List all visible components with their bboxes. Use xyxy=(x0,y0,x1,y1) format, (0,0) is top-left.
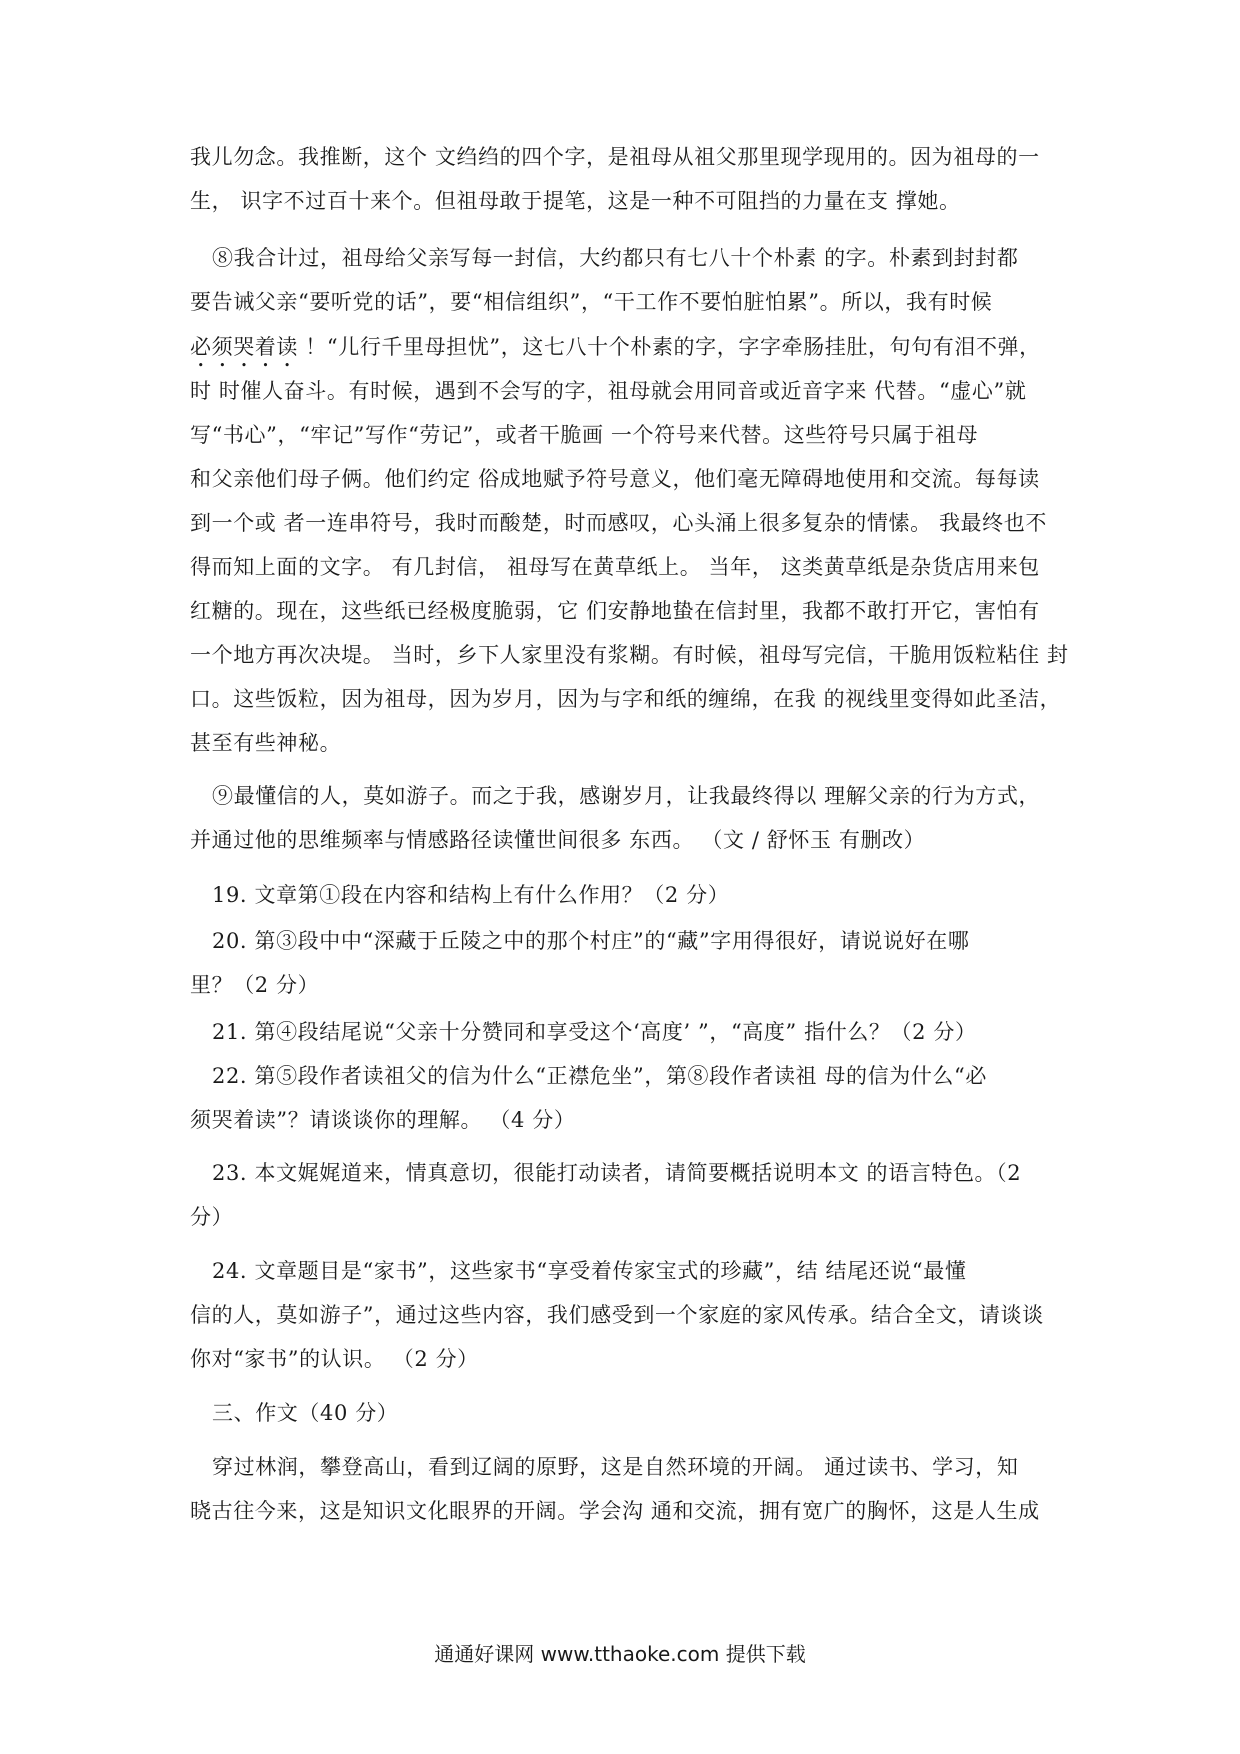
footer-source: 通通好课网 www.tthaoke.com 提供下载 xyxy=(434,1642,806,1666)
text-line: 信的人，莫如游子”，通过这些内容，我们感受到一个家庭的家风传承。结合全文，请谈谈 xyxy=(190,1303,1044,1327)
text-line: 一个地方再次决堤。 当时，乡下人家里没有浆糊。有时候，祖母写完信，干脆用饭粒粘住 封 xyxy=(190,643,1069,667)
question-21: 21. 第④段结尾说“父亲十分赞同和享受这个‘高度’ ”，“高度” 指什么？（2 分） xyxy=(212,1020,977,1044)
text-line: 写“书心”，“牢记”写作“劳记”，或者干脆画 一个符号来代替。这些符号只属于祖母 xyxy=(190,423,979,447)
text-line: 分） xyxy=(190,1205,234,1229)
text-line: 晓古往今来，这是知识文化眼界的开阔。学会沟 通和交流，拥有宽广的胸怀，这是人生成 xyxy=(190,1499,1040,1523)
text-line: ⑧我合计过，祖母给父亲写每一封信，大约都只有七八十个朴素 的字。朴素到封封都 xyxy=(212,246,1019,270)
text-line: 生， 识字不过百十来个。但祖母敢于提笔，这是一种不可阻挡的力量在支 撑她。 xyxy=(190,189,961,213)
text-line: 到一个或 者一连串符号，我时而酸楚，时而感叹，心头涌上很多复杂的情愫。 我最终也不 xyxy=(190,511,1047,535)
text-line: ⑨最懂信的人，莫如游子。而之于我，感谢岁月，让我最终得以 理解父亲的行为方式， xyxy=(212,784,1041,808)
text-line: 里？（2 分） xyxy=(190,973,320,997)
question-24: 24. 文章题目是“家书”，这些家书“享受着传家宝式的珍藏”，结 结尾还说“最懂 xyxy=(212,1259,967,1283)
question-19: 19. 文章第①段在内容和结构上有什么作用？（2 分） xyxy=(212,883,730,907)
text-line: 和父亲他们母子俩。他们约定 俗成地赋予符号意义，他们毫无障碍地使用和交流。每每读 xyxy=(190,467,1040,491)
question-23: 23. 本文娓娓道来，情真意切，很能打动读者，请简要概括说明本文 的语言特色。（2 xyxy=(212,1161,1022,1185)
emphasized-phrase: 必须哭着读 xyxy=(190,335,298,359)
text-line: 时 时催人奋斗。有时候，遇到不会写的字，祖母就会用同音或近音字来 代替。“虚心”就 xyxy=(190,379,1027,403)
text-line: 须哭着读”？请谈谈你的理解。 （4 分） xyxy=(190,1108,576,1132)
text-line xyxy=(190,332,1050,372)
text-line: 红糖的。现在，这些纸已经极度脆弱，它 们安静地蛰在信封里，我都不敢打开它，害怕有 xyxy=(190,599,1040,623)
text-line: 你对“家书”的认识。 （2 分） xyxy=(190,1347,479,1371)
text-line: 甚至有些神秘。 xyxy=(190,731,342,755)
text-line: 我儿勿念。我推断，这个 文绉绉的四个字，是祖母从祖父那里现学现用的。因为祖母的一 xyxy=(190,145,1040,169)
section-heading: 三、作文（40 分） xyxy=(212,1401,399,1425)
text-line: 穿过林润，攀登高山，看到辽阔的原野，这是自然环境的开阔。 通过读书、学习，知 xyxy=(212,1455,1019,1479)
question-20: 20. 第③段中中“深藏于丘陵之中的那个村庄”的“藏”字用得很好，请说说好在哪 xyxy=(212,929,970,953)
text-line-rest: ！“儿行千里母担忧”，这七八十个朴素的字，字字牵肠挂肚，句句有泪不弹， xyxy=(305,335,1041,359)
text-line: 得而知上面的文字。 有几封信， 祖母写在黄草纸上。 当年， 这类黄草纸是杂货店用来包 xyxy=(190,555,1040,579)
text-line: 要告诫父亲“要听党的话”，要“相信组织”，“干工作不要怕脏怕累”。所以，我有时候 xyxy=(190,290,993,314)
question-22: 22. 第⑤段作者读祖父的信为什么“正襟危坐”，第⑧段作者读祖 母的信为什么“必 xyxy=(212,1064,987,1088)
text-line: 并通过他的思维频率与情感路径读懂世间很多 东西。 （文 / 舒怀玉 有删改） xyxy=(190,828,926,852)
text-line: 口。这些饭粒，因为祖母，因为岁月，因为与字和纸的缠绵，在我 的视线里变得如此圣洁， xyxy=(190,687,1062,711)
